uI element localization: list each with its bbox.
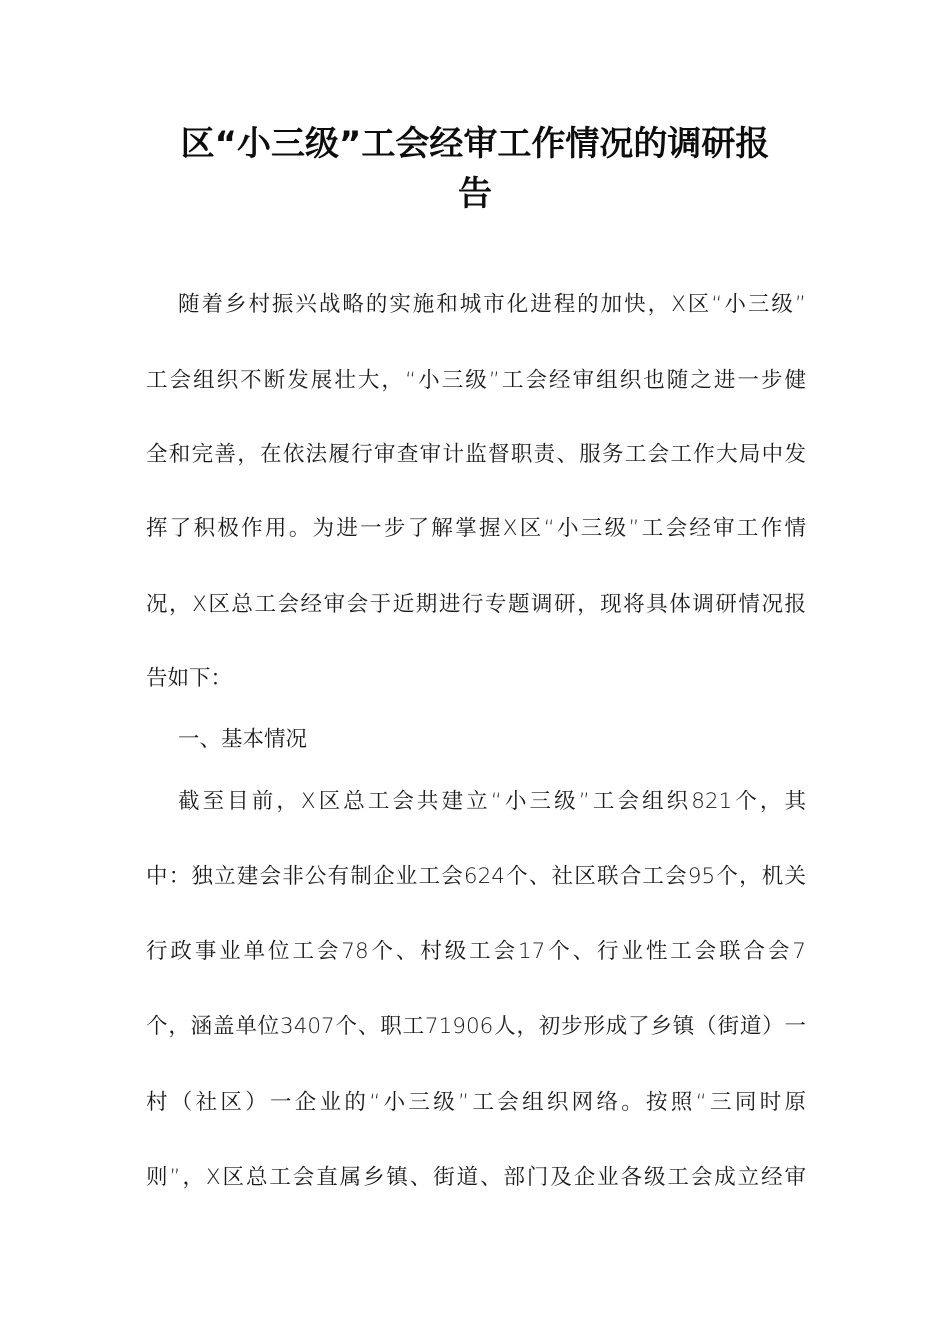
paragraph-line: 告如下： [146,666,233,691]
paragraph-line: 工会组织不断发展壮大，“小三级”工会经审组织也随之进一步健 [146,368,806,393]
paragraph-line: 全和完善，在依法履行审查审计监督职责、服务工会工作大局中发 [146,442,806,467]
paragraph-line: 则”，X区总工会直属乡镇、街道、部门及企业各级工会成立经审 [146,1165,806,1190]
paragraph-line: 中：独立建会非公有制企业工会624个、社区联合工会95个，机关 [146,864,806,889]
paragraph-line: 行政事业单位工会78个、村级工会17个、行业性工会联合会7 [146,939,806,964]
paragraph-line: 村（社区）一企业的“小三级”工会组织网络。按照“三同时原 [146,1090,806,1115]
paragraph-line: 截至目前，X区总工会共建立“小三级”工会组织821个，其 [178,789,806,814]
paragraph-line: 个，涵盖单位3407个、职工71906人，初步形成了乡镇（街道）一 [146,1014,806,1039]
document-title-line-1: 区“小三级”工会经审工作情况的调研报 [180,124,770,164]
paragraph-line: 随着乡村振兴战略的实施和城市化进程的加快，X区“小三级” [178,292,806,317]
document-title-line-2: 告 [458,174,492,214]
section-heading: 一、基本情况 [178,727,308,752]
paragraph-line: 况，X区总工会经审会于近期进行专题调研，现将具体调研情况报 [146,592,806,617]
paragraph-line: 挥了积极作用。为进一步了解掌握X区“小三级”工会经审工作情 [146,516,806,541]
